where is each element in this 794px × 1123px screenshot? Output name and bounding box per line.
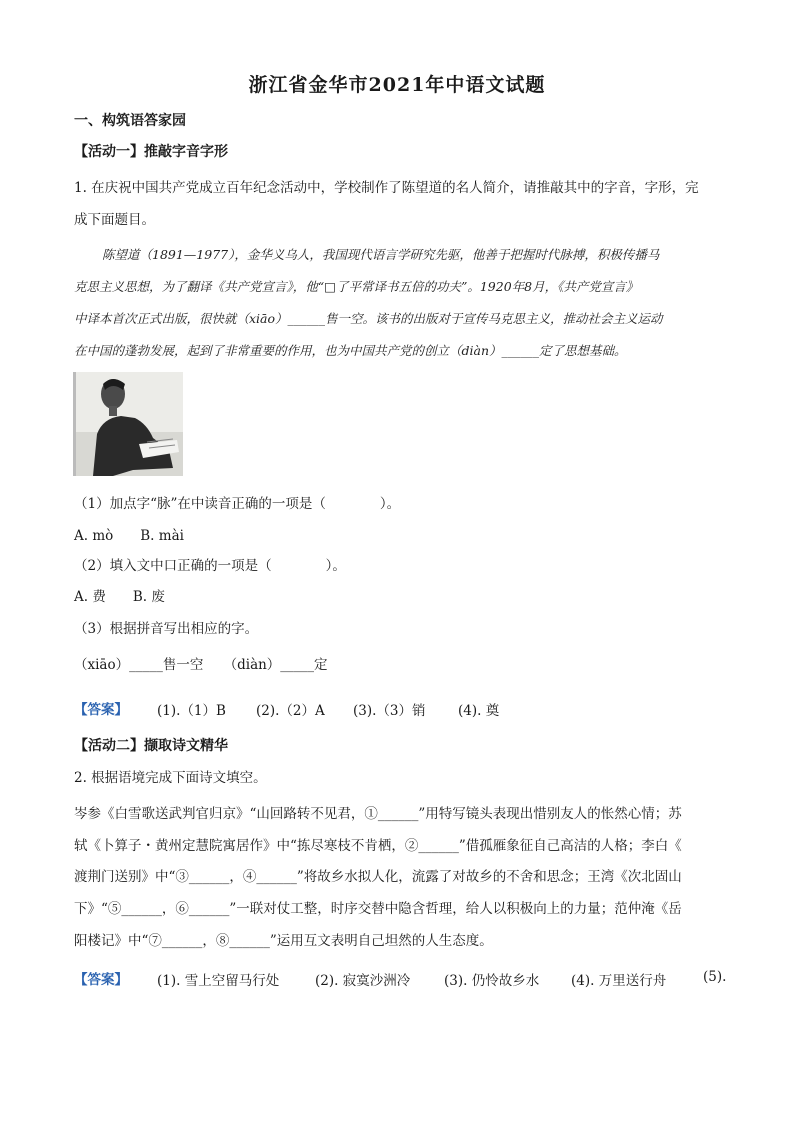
section-heading: 一、构筑语答家园 [74, 113, 186, 129]
passage-line: 克思主义思想，为了翻译《共产党宣言》，他“□了平常译书五倍的功夫”。1920年8月，《共产党宣言》 [74, 279, 639, 294]
passage-line: 中译本首次正式出版，很快就（xiāo）______售一空。该书的出版对于宣传马克思主义，推动社会主义运动 [74, 311, 663, 326]
poem-fill-line: 阳楼记》中“⑦______，⑧______”运用互文表明自己坦然的人生态度。 [74, 933, 493, 949]
sub-question-3: （3）根据拼音写出相应的字。 [74, 621, 259, 637]
answer-item: (3).（3）销 [353, 703, 426, 719]
sub-question-1: （1）加点字“脉”在中读音正确的一项是（ ）。 [74, 496, 401, 512]
activity-heading: 【活动一】推敲字音字形 [74, 144, 228, 160]
poem-fill-line: 轼《卜算子・黄州定慧院寓居作》中“拣尽寒枝不肯栖，②______”借孤雁象征自己高洁的人格；李白《 [74, 838, 682, 854]
activity-heading: 【活动二】撷取诗文精华 [74, 738, 228, 754]
poem-fill-line: 下》“⑤______，⑥______”一联对仗工整，时序交替中隐含哲理，给人以积极向上的力量；范仲淹《岳 [74, 901, 682, 917]
answer-item: (3). 仍怜故乡水 [444, 973, 540, 989]
question-stem: 1. 在庆祝中国共产党成立百年纪念活动中，学校制作了陈望道的名人简介，请推敲其中的字音，字形，完 [74, 180, 699, 196]
question-stem: 2. 根据语境完成下面诗文填空。 [74, 770, 267, 786]
poem-fill-line: 渡荆门送别》中“③______，④______”将故乡水拟人化，流露了对故乡的不舍和思念；王湾《次北固山 [74, 869, 682, 885]
answer-item: (4). 万里送行舟 [571, 973, 667, 989]
answer-item: (2). 寂寞沙洲冷 [315, 973, 411, 989]
answer-item: (1). 雪上空留马行处 [157, 973, 280, 989]
portrait-photo [73, 372, 183, 476]
sub-question-3-fill: （xiāo）_____售一空 （diàn）_____定 [74, 657, 328, 673]
answer-label: 【答案】 [74, 702, 128, 718]
question-stem-cont: 成下面题目。 [74, 212, 155, 228]
sub-question-2: （2）填入文中口正确的一项是（ ）。 [74, 558, 346, 574]
passage-line: 陈望道（1891—1977），金华义乌人，我国现代语言学研究先驱，他善于把握时代脉搏，积极传播马 [102, 247, 660, 262]
passage-line: 在中国的蓬勃发展，起到了非常重要的作用，也为中国共产党的创立（diàn）______定了思想基础。 [74, 343, 627, 358]
answer-item: (2).（2）A [256, 703, 325, 719]
answer-item: (1).（1）B [157, 703, 226, 719]
sub-question-1-options: A. mò B. mài [74, 528, 184, 544]
answer-item: (4). 奠 [458, 703, 500, 719]
answer-label: 【答案】 [74, 972, 128, 988]
answer-item: (5). [703, 969, 727, 985]
page-title: 浙江省金华市2021年中语文试题 [248, 74, 546, 96]
sub-question-2-options: A. 费 B. 废 [74, 589, 165, 605]
poem-fill-line: 岑参《白雪歌送武判官归京》“山回路转不见君，①______”用特写镜头表现出惜别友人的怅然心情；苏 [74, 806, 682, 822]
